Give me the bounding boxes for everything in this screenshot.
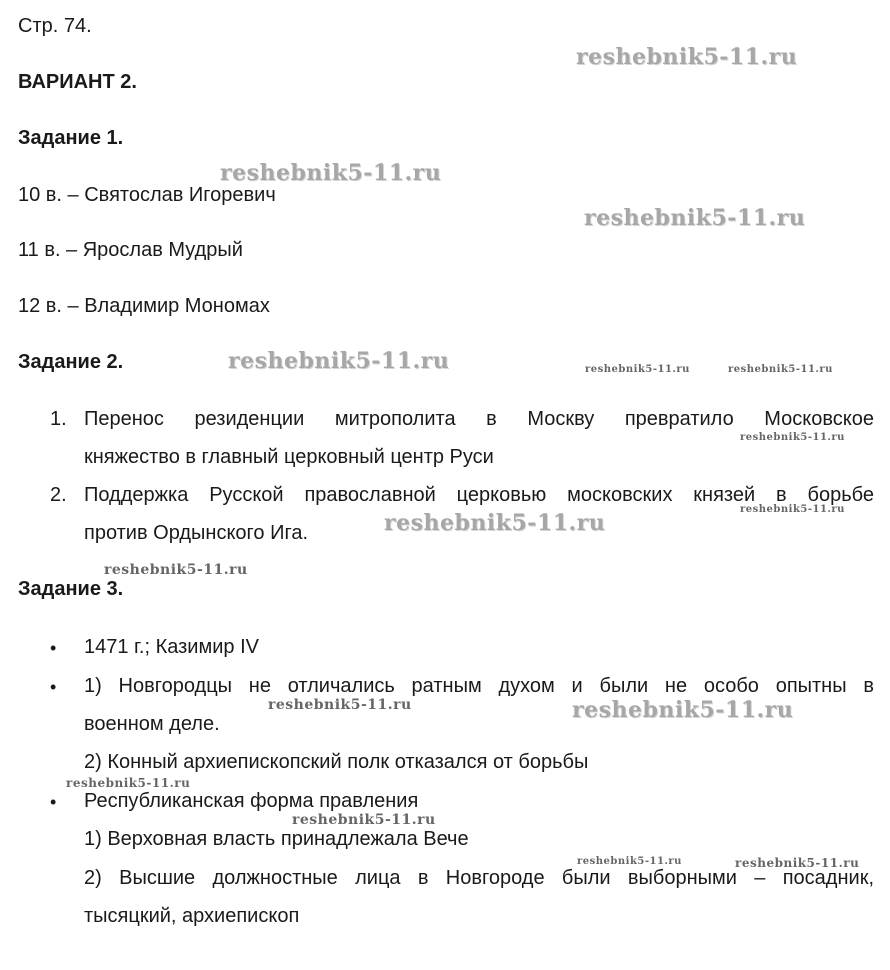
task3-bullet3: Республиканская форма правления (84, 790, 419, 812)
watermark: reshebnik5-11.ru (735, 856, 860, 870)
watermark: reshebnik5-11.ru (268, 697, 412, 713)
watermark: reshebnik5-11.ru (104, 562, 248, 578)
watermark: reshebnik5-11.ru (740, 432, 845, 443)
task1-line-1: 10 в. – Святослав Игоревич (18, 184, 276, 206)
task3-bullet3-sub1: 1) Верховная власть принадлежала Вече (84, 828, 469, 850)
page-number: Стр. 74. (18, 15, 92, 37)
task3-heading: Задание 3. (18, 578, 124, 600)
watermark: reshebnik5-11.ru (384, 510, 606, 536)
watermark: reshebnik5-11.ru (220, 160, 442, 186)
task3-bullet3-sub2-line2: тысяцкий, архиепископ (84, 905, 300, 927)
task2-item1-line2: княжество в главный церковный центр Руси (84, 446, 494, 468)
task2-item2-line2: против Ордынского Ига. (84, 522, 309, 544)
watermark: reshebnik5-11.ru (292, 812, 436, 828)
bullet-icon: • (50, 638, 57, 658)
watermark: reshebnik5-11.ru (228, 348, 450, 374)
watermark: reshebnik5-11.ru (740, 504, 845, 515)
watermark: reshebnik5-11.ru (584, 205, 806, 231)
watermark: reshebnik5-11.ru (66, 776, 191, 790)
watermark: reshebnik5-11.ru (577, 856, 682, 867)
task2-heading: Задание 2. (18, 351, 124, 373)
task2-item2-line1: Поддержка Русской православной церковью московских князей в борьбе (84, 484, 874, 506)
task2-item1-line1: Перенос резиденции митрополита в Москву превратило Московское (84, 408, 874, 430)
watermark: reshebnik5-11.ru (576, 44, 798, 70)
task1-line-2: 11 в. – Ярослав Мудрый (18, 239, 243, 261)
task3-bullet3-sub2-line1: 2) Высшие должностные лица в Новгороде были выборными – посадник, (84, 867, 874, 889)
task2-item1-number: 1. (50, 408, 67, 430)
watermark: reshebnik5-11.ru (728, 364, 833, 375)
watermark: reshebnik5-11.ru (585, 364, 690, 375)
task3-bullet2-line2: военном деле. (84, 713, 220, 735)
task1-line-3: 12 в. – Владимир Мономах (18, 295, 270, 317)
task3-bullet2-sub: 2) Конный архиепископский полк отказался от борьбы (84, 751, 589, 773)
task3-bullet2-line1: 1) Новгородцы не отличались ратным духом и были не особо опытны в (84, 675, 874, 697)
task1-heading: Задание 1. (18, 127, 124, 149)
task2-item2-number: 2. (50, 484, 67, 506)
bullet-icon: • (50, 677, 57, 697)
bullet-icon: • (50, 792, 57, 812)
watermark: reshebnik5-11.ru (572, 697, 794, 723)
variant-heading: ВАРИАНТ 2. (18, 71, 137, 93)
task3-bullet1: 1471 г.; Казимир IV (84, 636, 259, 658)
